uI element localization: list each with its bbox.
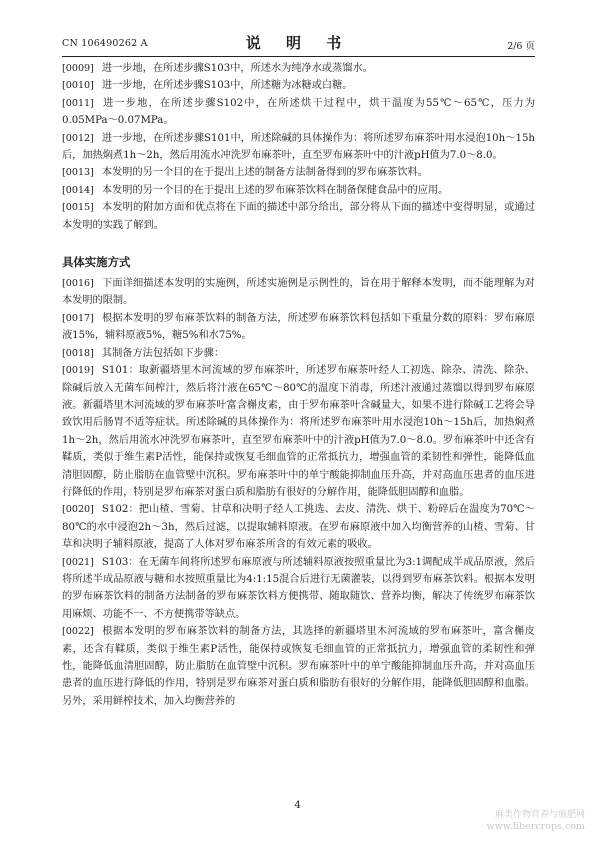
paragraph-0012	[62, 130, 535, 165]
paragraph-0014	[62, 182, 535, 199]
paragraph-text: S103：在无菌车间将所述罗布麻原液与所述辅料原液按照重量比为3:1调配成半成品原液，然后将所述半成品原液与糖和水按照重量比为4:1:15混合后进行无菌灌装，以得到罗布麻茶饮料。根据本发明的罗布麻茶饮料的制备方法制备的罗布麻茶饮料方便携带、随取随饮、营养均衡，解决了传统罗布麻茶饮用麻烦、功能不一、不方便携带等缺点。	[62, 556, 535, 620]
paragraph-text: 进一步地，在所述步骤S103中，所述糖为冰糖或白糖。	[101, 80, 353, 92]
paragraph-text: 根据本发明的罗布麻茶饮料的制备方法，所述罗布麻茶饮料包括如下重量分数的原料：罗布麻原液15%，辅料原液5%，糖5%和水75%。	[62, 312, 535, 342]
paragraph-number: [0011]	[62, 97, 94, 109]
watermark-site-name: 麻类作物营养与施肥网	[494, 810, 585, 820]
paragraph-text: 进一步地，在所述步骤S101中，所述除碱的具体操作为：将所述罗布麻茶叶用水浸泡10h～15h后，加热焖煮1h～2h，然后用流水冲洗罗布麻茶叶，直至罗布麻茶叶中的汁液pH值为7.0～8.0。	[62, 132, 535, 162]
paragraph-number: [0016]	[62, 278, 94, 290]
paragraph-number: [0022]	[62, 626, 94, 638]
paragraph-number: [0014]	[62, 184, 94, 196]
paragraph-0010	[62, 77, 535, 94]
paragraph-0022	[62, 623, 535, 710]
paragraph-0017	[62, 310, 535, 345]
paragraph-text: 进一步地，在所述步骤S103中，所述水为纯净水或蒸馏水。	[101, 63, 373, 74]
section-heading: 具体实施方式	[62, 255, 131, 270]
paragraph-number: [0012]	[62, 132, 94, 144]
document-body	[62, 60, 535, 710]
paragraph-0020	[62, 501, 535, 553]
paragraph-text: 其制备方法包括如下步骤：	[101, 347, 225, 359]
paragraph-text: 进一步地，在所述步骤S102中，在所述烘干过程中，烘干温度为55℃～65℃，压力为0.05MPa～0.07MPa。	[62, 97, 535, 127]
paragraph-0011	[62, 95, 535, 130]
paragraph-0013	[62, 164, 535, 181]
paragraph-text: 本发明的另一个目的在于提出上述的罗布麻茶饮料在制备保健食品中的应用。	[101, 184, 449, 196]
paragraph-0021	[62, 554, 535, 624]
paragraph-0016	[62, 275, 535, 310]
paragraph-number: [0010]	[62, 80, 94, 92]
paragraph-0018	[62, 345, 535, 362]
document-title: 说 明 书	[245, 34, 352, 52]
paragraph-0019	[62, 362, 535, 501]
page-number: 4	[294, 800, 301, 811]
paragraph-number: [0018]	[62, 347, 94, 359]
paragraph-number: [0015]	[62, 202, 94, 214]
document-id: CN 106490262 A	[62, 38, 148, 49]
paragraph-text: S102：把山楂、雪菊、甘草和决明子经人工挑选、去皮、清洗、烘干、粉碎后在温度为70℃～80℃的水中浸泡2h～3h，然后过滤，以提取辅料原液。在罗布麻原液中加入均衡营养的山楂、雪菊、甘草和决明子辅料原液，提高了人体对罗布麻茶所含的有效元素的吸收。	[62, 504, 535, 551]
watermark-url: www.fibercrops.com	[486, 821, 585, 832]
paragraph-0009	[62, 60, 535, 77]
paragraph-text: 本发明的另一个目的在于提出上述的制备方法制备得到的罗布麻茶饮料。	[101, 167, 428, 179]
paragraph-number: [0020]	[62, 504, 94, 516]
paragraph-text: 根据本发明的罗布麻茶饮料的制备方法，其选择的新疆塔里木河流域的罗布麻茶叶，富含槲皮素，还含有鞣质，类似于维生素P活性，能保持或恢复毛细血管的正常抵抗力，增强血管的柔韧性和弹性，能降低血清胆固醇，防止脂肪在血管壁中沉积。罗布麻茶叶中的单宁酸能抑制血压升高，并对高血压患者的血压进行降低的作用，特别是罗布麻茶对蛋白质和脂肪有很好的分解作用，能降低胆固醇和血脂。另外，采用鲜榨技术，加入均衡营养的	[62, 626, 535, 707]
paragraph-text: 下面详细描述本发明的实施例，所述实施例是示例性的，旨在用于解释本发明，而不能理解为对本发明的限制。	[62, 278, 535, 307]
paragraph-number: [0021]	[62, 556, 94, 568]
header-divider	[62, 56, 535, 57]
paragraph-number: [0009]	[62, 63, 94, 74]
paragraph-text: 本发明的附加方面和优点将在下面的描述中部分给出，部分将从下面的描述中变得明显，或通过本发明的实践了解到。	[62, 202, 535, 231]
watermark	[487, 810, 585, 832]
paragraph-number: [0013]	[62, 167, 94, 179]
paragraph-number: [0017]	[62, 312, 94, 324]
page-indicator: 2/6 页	[507, 41, 535, 52]
paragraph-number: [0019]	[62, 365, 94, 377]
paragraph-0015	[62, 199, 535, 234]
paragraph-text: S101：取新疆塔里木河流域的罗布麻茶叶，所述罗布麻茶叶经人工初选、除杂、清洗、除杂、除碱后放入无菌车间榨汁，然后将汁液在65℃～80℃的温度下消毒，所述汁液通过蒸馏以得到罗布麻原液。新疆塔里木河流域的罗布麻茶叶富含槲皮素，由于罗布麻茶叶含碱量大，如果不进行除碱工艺将会导致饮用后肠胃不适等症状。所述除碱的具体操作为：将所述罗布麻茶叶用水浸泡10h～15h后，加热焖煮1h～2h，然后用流水冲洗罗布麻茶叶，直至罗布麻茶叶中的汁液pH值为7.0～8.0。罗布麻茶叶中还含有鞣质，类似于维生素P活性，能保持或恢复毛细血管的正常抵抗力，增强血管的柔韧性和弹性，能降低血清胆固醇，防止脂肪在血管壁中沉积。罗布麻茶叶中的单宁酸能抑制血压升高，并对高血压患者的血压进行降低的作用，特别是罗布麻茶对蛋白质和脂肪有很好的分解作用，能降低胆固醇和血脂。	[62, 365, 535, 498]
page-header	[62, 30, 535, 54]
